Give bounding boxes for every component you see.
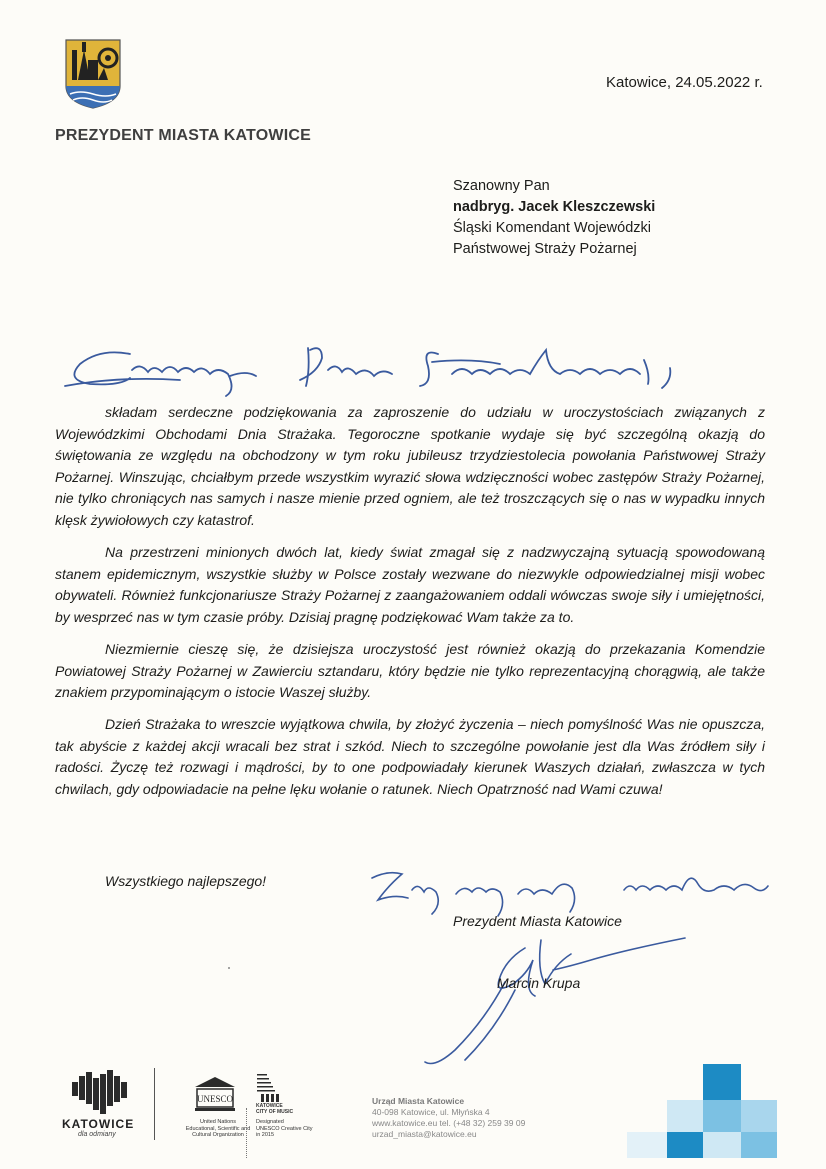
creative-city-label	[256, 1103, 293, 1115]
svg-text:UNESCO: UNESCO	[196, 1094, 234, 1104]
office-name: Urząd Miasta Katowice	[372, 1096, 465, 1106]
office-contact	[372, 1096, 525, 1140]
body-paragraph-3: Niezmiernie cieszę się, że dzisiejsza uroczystość jest również okazją do przekazania Komendzie Powiatowej Straży Pożarnej w Zawierciu sztandaru, który będzie nie tylko reprezentacyjną chorągwią, ale także znakiem przypominającym o istocie Waszej służby.	[55, 640, 765, 701]
addressee-line-4: Państwowej Straży Pożarnej	[453, 241, 637, 257]
addressee-name: nadbryg. Jacek Kleszczewski	[453, 199, 656, 215]
signatory-role: Prezydent Miasta Katowice	[453, 913, 622, 929]
office-web-phone: www.katowice.eu tel. (+48 32) 259 39 09	[372, 1118, 526, 1128]
letter-date: Katowice, 24.05.2022 r.	[606, 74, 763, 91]
addressee-block	[453, 176, 655, 260]
addressee-line-1: Szanowny Pan	[453, 178, 550, 194]
creative-line-1: Designated	[256, 1119, 284, 1125]
katowice-heart-logo	[70, 1068, 130, 1118]
city-crest-logo	[64, 38, 122, 110]
unesco-line-2: Educational, Scientific and	[185, 1125, 251, 1132]
footer-divider	[154, 1068, 155, 1140]
creative-city-sub: CITY OF MUSIC	[256, 1109, 294, 1115]
footer-dotted-divider	[246, 1108, 248, 1158]
katowice-logo-text: KATOWICE	[62, 1117, 135, 1131]
closing-line: Wszystkiego najlepszego!	[105, 873, 267, 889]
unesco-line-3: Cultural Organization	[192, 1132, 244, 1138]
unesco-logo	[193, 1075, 237, 1113]
addressee-line-3: Śląski Komendant Wojewódzki	[453, 220, 651, 236]
handwritten-signature	[395, 930, 695, 1070]
creative-city-name: KATOWICE	[256, 1103, 283, 1109]
speck	[228, 967, 230, 969]
katowice-tagline: dla odmiany	[78, 1131, 116, 1138]
handwritten-closing-note	[358, 860, 778, 920]
letterhead-title: PREZYDENT MIASTA KATOWICE	[55, 127, 311, 144]
letter-body	[55, 402, 765, 811]
creative-line-3: in 2015	[256, 1132, 275, 1138]
handwritten-salutation	[60, 340, 700, 400]
signatory-name: Marcin Krupa	[497, 975, 581, 991]
creative-city-caption	[256, 1119, 313, 1139]
unesco-line-1: United Nations	[199, 1119, 237, 1125]
creative-line-2: UNESCO Creative City	[256, 1125, 313, 1132]
body-paragraph-1: składam serdeczne podziękowania za zaproszenie do udziału w uroczystościach związanych z Wojewódzkimi Obchodami Dnia Strażaka. Tegoroczne spotkanie wydaje się być szczególną okazją do świętowania ze względu na obchodzony w tym roku jubileusz trzydziestolecia powołania Państwowej Straży Pożarnej. Winszując, chciałbym przede wszystkim wyrazić słowa wdzięczności wobec zastępów Straży Pożarnej, nie tylko chroniących nas samych i nasze mienie przed ogniem, ale też troszczących się o nas w wypadku innych klęsk żywiołowych czy katastrof.	[55, 404, 765, 528]
office-email: urzad_miasta@katowice.eu	[372, 1129, 477, 1139]
body-paragraph-2: Na przestrzeni minionych dwóch lat, kiedy świat zmagał się z nadzwyczajną sytuacją spowodowaną stanem epidemicznym, wszystkie służby w Polsce zostały wezwane do niezwykle odpowiedzialnej misji wobec obywateli. Również funkcjonariusze Straży Pożarnej z zaangażowaniem oddali wówczas swoje siły i umiejętności, by wesprzeć nas w tym czasie próby. Dzisiaj pragnę podziękować Wam także za to.	[55, 544, 765, 625]
decorative-squares	[627, 1064, 777, 1158]
body-paragraph-4: Dzień Strażaka to wreszcie wyjątkowa chwila, by złożyć życzenia – niech pomyślność Was nie opuszcza, tak abyście z każdej akcji wracali bez strat i szkód. Niech to szczególne powołanie jest dla Was źródłem siły i radości. Życzę też rozwagi i mądrości, by to one podpowiadały kierunek Waszych działań, zwłaszcza w tych chwilach, gdy odpowiadacie na pełne lęku wołanie o ratunek. Niech Opatrzność nad Wami czuwa!	[55, 716, 765, 797]
office-address: 40-098 Katowice, ul. Młyńska 4	[372, 1107, 490, 1117]
